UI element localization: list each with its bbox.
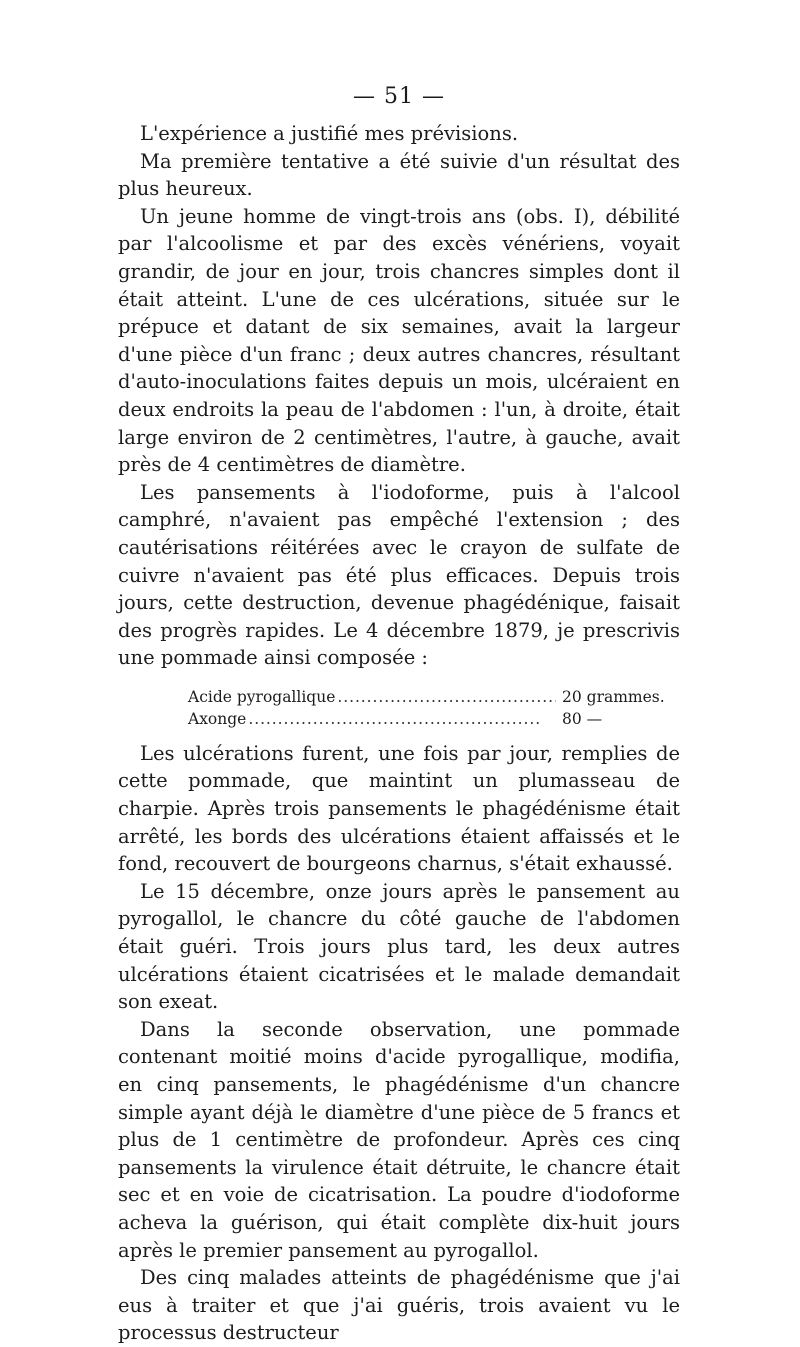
formula-ingredient: Axonge	[188, 709, 247, 728]
paragraph: L'expérience a justifié mes prévisions.	[140, 122, 519, 145]
paragraph: Des cinq malades atteints de phagédénisme que j'ai eus à traiter et que j'ai guéris, trois avaient vu le processus destructeur	[118, 1266, 680, 1345]
page-number: — 51 —	[353, 84, 445, 109]
formula-ingredient: Acide pyrogallique	[188, 687, 336, 706]
formula-quantity: 80 —	[562, 709, 603, 728]
paragraph: Le 15 décembre, onze jours après le pansement au pyrogallol, le chancre du côté gauche de l'abdomen était guéri. Trois jours plus tard, les deux autres ulcérations étaient cicatrisées et le malade demandait son exeat.	[118, 879, 680, 1014]
paragraph: Dans la seconde observation, une pommade contenant moitié moins d'acide pyrogallique, modifia, en cinq pansements, le phagédénisme d'un chancre simple ayant déjà le diamètre d'une pièce de 5 francs et plus de 1 centimètre de profondeur. Après ces cinq pansements la virulence était détruite, le chancre était sec et en voie de cicatrisation. La poudre d'iodoforme acheva la guérison, qui était complète dix-huit jours après le premier pansement au pyrogallol.	[118, 1017, 680, 1262]
dot-leader	[337, 686, 556, 708]
paragraph: Ma première tentative a été suivie d'un résultat des plus heureux.	[118, 149, 680, 201]
paragraph: Un jeune homme de vingt-trois ans (obs. I), débilité par l'alcoolisme et par des excès vénériens, voyait grandir, de jour en jour, trois chancres simples dont il était atteint. L'une de ces ulcérations, située sur le prépuce et datant de six semaines, avait la largeur d'une pièce d'un franc ; deux autres chancres, résultant d'auto-inoculations faites depuis un mois, ulcéraient en deux endroits la peau de l'abdomen : l'un, à droite, était large environ de 2 centimètres, l'autre, à gauche, avait près de 4 centimètres de diamètre.	[118, 204, 680, 477]
formula-quantity: 20 grammes.	[562, 687, 665, 706]
formula-row	[188, 708, 680, 730]
dot-leader	[248, 708, 556, 730]
prescription-formula	[118, 686, 680, 730]
paragraph: Les ulcérations furent, une fois par jour, remplies de cette pommade, que maintint un plumasseau de charpie. Après trois pansements le phagédénisme était arrêté, les bords des ulcérations étaient affaissés et le fond, recouvert de bourgeons charnus, s'était exhaussé.	[118, 741, 680, 876]
page-content	[118, 82, 680, 1347]
paragraph: Les pansements à l'iodoforme, puis à l'alcool camphré, n'avaient pas empêché l'extension ; des cautérisations réitérées avec le crayon de sulfate de cuivre n'avaient pas été plus efficaces. Depuis trois jours, cette destruction, devenue phagédénique, faisait des progrès rapides. Le 4 décembre 1879, je prescrivis une pommade ainsi composée :	[118, 480, 680, 670]
formula-row	[188, 686, 680, 708]
